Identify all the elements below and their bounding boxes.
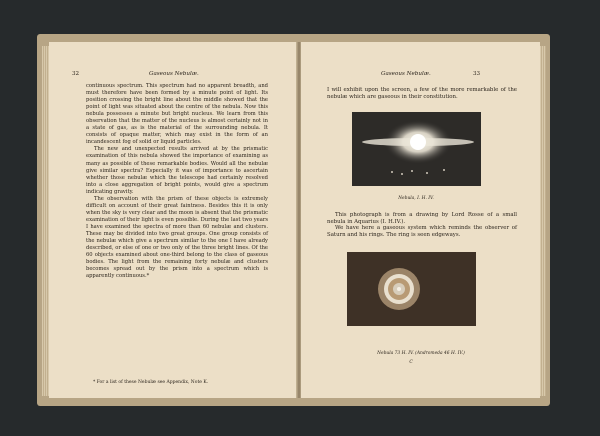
caption: Nebula, I. H. IV. [398, 196, 434, 201]
paragraph: The new and unexpected results arrived at by the prismatic examination of this nebula showed the importance of examining as many as possible of these remarkable bodies. Would all the nebulæ give similar spectra? Especially it was of importance to ascertain whether those nebulæ which the telescope had certainly resolved into a close aggregation of bright points, would give a spectrum indicating gravity. [86, 146, 268, 195]
footnote: * For a list of these Nebulæ see Appendix, Note K. [93, 380, 209, 385]
paragraph: The observation with the prism of these objects is extremely difficult on account of their great faintness. Besides this it is only when the sky is very clear and the moon is absent that the prismatic examination of their light is even possible. During the last two years I have examined the spectra of more than 60 nebulæ and clusters. These may be divided into two great groups. One group consists of the nebulæ which give a spectrum similar to the one I have already described, or else of one or two only of the three bright lines. Of the 60 objects examined about one-third belong to the class of gaseous bodies. The light from the remaining forty nebulæ and clusters becomes spread out by the prism into a spectrum which is apparently continuous.* [86, 195, 268, 280]
intro-text: I will exhibit upon the screen, a few of the more remarkable of the nebulæ which are gaseous in their constitution. [327, 87, 517, 100]
page-number: 33 [473, 71, 481, 77]
signature-mark: C [409, 360, 413, 365]
right-page [301, 42, 540, 398]
nebula-photograph-saturn [352, 112, 481, 186]
running-head: Gaseous Nebulæ. [149, 71, 199, 77]
paragraph: This photograph is from a drawing by Lord Rosse of a small nebula in Aquarius (I. H.IV.). [327, 212, 517, 225]
body-text [86, 83, 268, 280]
paragraph: We have here a gaseous system which reminds the observer of Saturn and his rings. The ring is seen edgeways. [327, 225, 517, 238]
paragraph: continuous spectrum. This spectrum had no apparent breadth, and must therefore have been formed by a minute point of light. Its position crossing the bright line about the middle showed that the point of light was situated about the centre of the nebula. Now this nebula possesses a minute but bright nucleus. We learn from this observation that the matter of the nucleus is almost certainly not in a state of gas, as is the material of the surrounding nebula. It consists of opaque matter, which may exist in the form of an incandescent fog of solid or liquid particles. [86, 83, 268, 146]
page-edges-right [540, 46, 546, 396]
page-edges-left [42, 46, 49, 396]
left-page [49, 42, 297, 398]
caption: Nebula 73 H. IV. (Andromeda 46 H. IV.) [377, 351, 465, 356]
running-head: Gaseous Nebulæ. [381, 71, 431, 77]
nebula-photograph-ring [347, 252, 476, 326]
paragraph [327, 212, 517, 238]
page-number: 32 [72, 71, 80, 77]
